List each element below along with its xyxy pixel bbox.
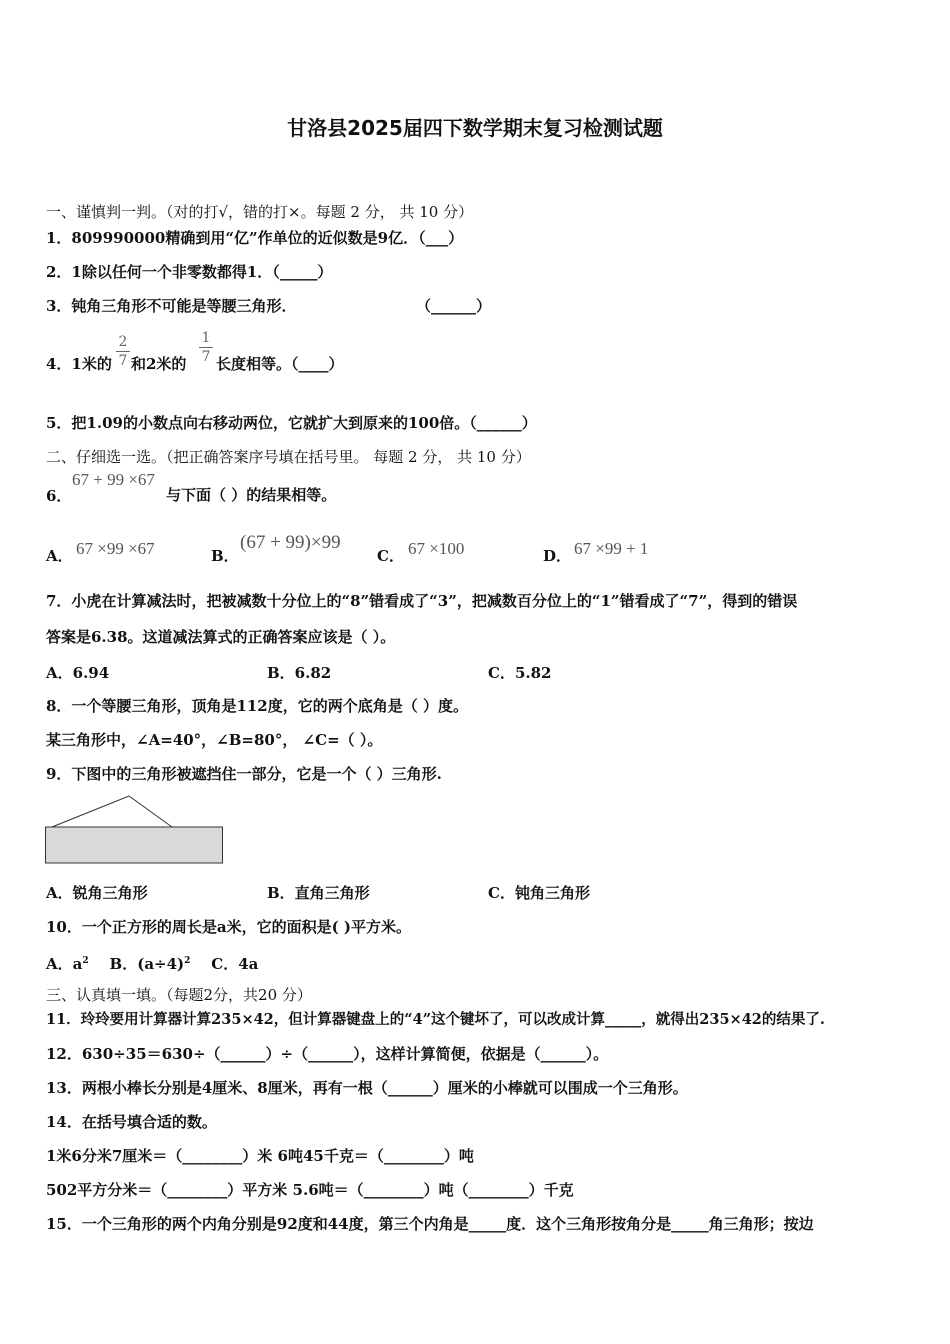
question-2: 2．1除以任何一个非零数都得1．（_____） [46,263,333,281]
question-6-number: 6． [46,487,72,505]
page-title: 甘洛县2025届四下数学期末复习检测试题 [287,116,663,140]
triangle-left-edge [52,796,129,827]
question-10: 10．一个正方形的周长是a米，它的面积是( )平方米。 [46,918,412,936]
question-12: 12．630÷35＝630÷（______）÷（______），这样计算简便，依据是（______）。 [46,1045,609,1063]
question-14-line2: 502平方分米＝（________）平方米 5.6吨＝（________）吨（________）千克 [46,1181,574,1199]
question-4-part3: 长度相等。（____） [216,355,344,373]
question-13: 13．两根小棒长分别是4厘米、8厘米，再有一根（______）厘米的小棒就可以围成一个三角形。 [46,1079,688,1097]
q10-options: A．$a^2$ B．$(a\div 4)^2$ C．4a [46,955,259,973]
question-7-line2: 答案是6.38。这道减法算式的正确答案应该是（ ）。 [46,628,396,646]
question-6-text: 与下面（ ）的结果相等。 [166,486,337,504]
fraction-two-sevenths: 2 7 [116,334,130,369]
question-3-blank: （______） [416,297,492,315]
question-4-part2: 和2米的 [131,355,187,373]
question-5: 5．把1.09的小数点向右移动两位，它就扩大到原来的100倍。（______） [46,414,537,432]
question-7-line1: 7．小虎在计算减法时，把被减数十分位上的“8”错看成了“3”，把减数百分位上的“1”错看成了“7”，得到的错误 [46,592,798,610]
question-4-part1: 4．1米的 [46,355,112,373]
q6-option-c-expr: 67 ×100 [408,539,465,558]
question-3: 3．钝角三角形不可能是等腰三角形． [46,297,297,315]
q9-option-b: B．直角三角形 [267,884,370,902]
section-1-heading: 一、谨慎判一判。（对的打√，错的打×。每题 2 分， 共 10 分） [46,203,474,221]
q6-option-a-expr: 67 ×99 ×67 [76,539,155,558]
q7-option-b: B．6.82 [267,664,332,682]
q6-option-d-label: D． [543,547,572,565]
q6-option-d-expr: 67 ×99 + 1 [574,539,649,558]
section-2-heading: 二、仔细选一选。（把正确答案序号填在括号里。 每题 2 分， 共 10 分） [46,448,531,466]
question-14: 14．在括号填合适的数。 [46,1113,217,1131]
fraction-one-seventh: 1 7 [199,330,213,365]
question-6-expression: 67 + 99 ×67 [72,470,155,489]
hidden-triangle-figure [44,792,226,866]
section-3-heading: 三、认真填一填。（每题2分，共20 分） [46,986,312,1004]
q7-option-c: C．5.82 [488,664,552,682]
question-8-line2: 某三角形中，∠A=40°，∠B=80°， ∠C=（ ）。 [46,731,383,749]
question-8-line1: 8．一个等腰三角形，顶角是112度，它的两个底角是（ ）度。 [46,697,468,715]
triangle-right-edge [129,796,172,827]
q9-option-a: A．锐角三角形 [46,884,148,902]
question-14-line1: 1米6分米7厘米＝（________）米 6吨45千克＝（________）吨 [46,1147,474,1165]
q6-option-b-label: B． [211,547,239,565]
q6-option-b-expr: (67 + 99)×99 [240,532,341,553]
question-1: 1．809990000精确到用“亿”作单位的近似数是9亿．（___） [46,229,464,247]
q6-option-a-label: A． [46,547,73,565]
question-15: 15．一个三角形的两个内角分别是92度和44度，第三个内角是_____度．这个三角形按角分是_____角三角形；按边 [46,1215,814,1233]
question-11: 11．玲玲要用计算器计算235×42，但计算器键盘上的“4”这个键坏了，可以改成计算_____，就得出235×42的结果了. [46,1011,825,1028]
covering-rectangle [46,827,223,863]
q7-option-a: A．6.94 [46,664,110,682]
question-9: 9．下图中的三角形被遮挡住一部分，它是一个（ ）三角形. [46,765,442,783]
q9-option-c: C．钝角三角形 [488,884,590,902]
q6-option-c-label: C． [377,547,404,565]
